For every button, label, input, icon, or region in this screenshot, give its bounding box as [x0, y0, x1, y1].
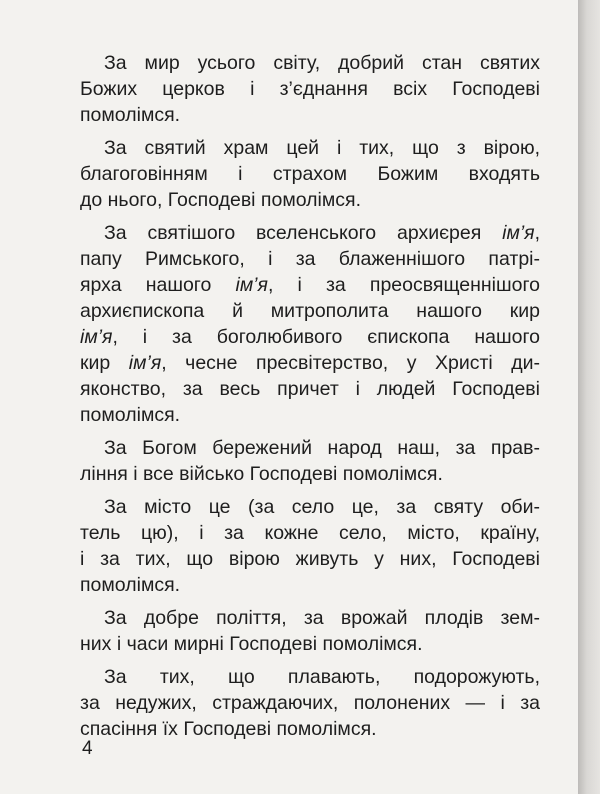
- text-line: спасіння їх Господеві помолімся.: [80, 718, 377, 740]
- text-line: яконство, за весь причет і людей Господеві: [80, 378, 540, 400]
- text-line: за недужих, страждаючих, полонених — і за: [80, 692, 540, 714]
- text-line: За добре поліття, за врожай плодів зем-: [104, 607, 540, 629]
- text-line: помолімся.: [80, 574, 181, 596]
- litany-text: [80, 50, 540, 749]
- paragraph-2: [80, 135, 540, 213]
- text-line: За місто це (за село це, за святу оби-: [104, 496, 540, 518]
- text-line: помолімся.: [80, 404, 181, 426]
- paragraph-3: [80, 220, 540, 428]
- name-placeholder: ім’я: [80, 326, 113, 348]
- text-line: ім’я, і за боголюбивого єпископа нашого: [80, 326, 540, 348]
- text-line: За святішого вселенського архиєрея ім’я,: [104, 222, 540, 244]
- text-line: Божих церков і з’єднання всіх Господеві: [80, 78, 540, 100]
- text-line: За мир усього світу, добрий стан святих: [104, 52, 540, 74]
- text-line: помолімся.: [80, 104, 181, 126]
- paragraph-5: [80, 494, 540, 598]
- text-line: За тих, що плавають, подорожують,: [104, 666, 540, 688]
- text-line: ління і все військо Господеві помолімся.: [80, 463, 443, 485]
- text-line: тель цю), і за кожне село, місто, країну,: [80, 522, 540, 544]
- book-edge: [578, 0, 600, 794]
- text-line: них і часи мирні Господеві помолімся.: [80, 633, 423, 655]
- text-line: до нього, Господеві помолімся.: [80, 189, 362, 211]
- text-line: архиєпископа й митрополита нашого кир: [80, 300, 540, 322]
- text-line: папу Римського, і за блаженнішого патрі-: [80, 248, 540, 270]
- paragraph-1: [80, 50, 540, 128]
- text-line: За Богом бережений народ наш, за прав-: [104, 437, 540, 459]
- name-placeholder: ім’я: [128, 352, 162, 374]
- text-line: і за тих, що вірою живуть у них, Господеві: [80, 548, 540, 570]
- text-line: кир ім’я, чесне пресвітерство, у Христі ди-: [80, 352, 541, 374]
- page-number: 4: [82, 738, 93, 759]
- text-line: благоговінням і страхом Божим входять: [80, 163, 540, 185]
- text-line: ярха нашого ім’я, і за преосвященнішого: [80, 274, 541, 296]
- paragraph-7: [80, 664, 540, 742]
- text-line: За святий храм цей і тих, що з вірою,: [104, 137, 540, 159]
- paragraph-4: [80, 435, 540, 487]
- name-placeholder: ім’я: [502, 222, 535, 244]
- name-placeholder: ім’я: [235, 274, 268, 296]
- paragraph-6: [80, 605, 540, 657]
